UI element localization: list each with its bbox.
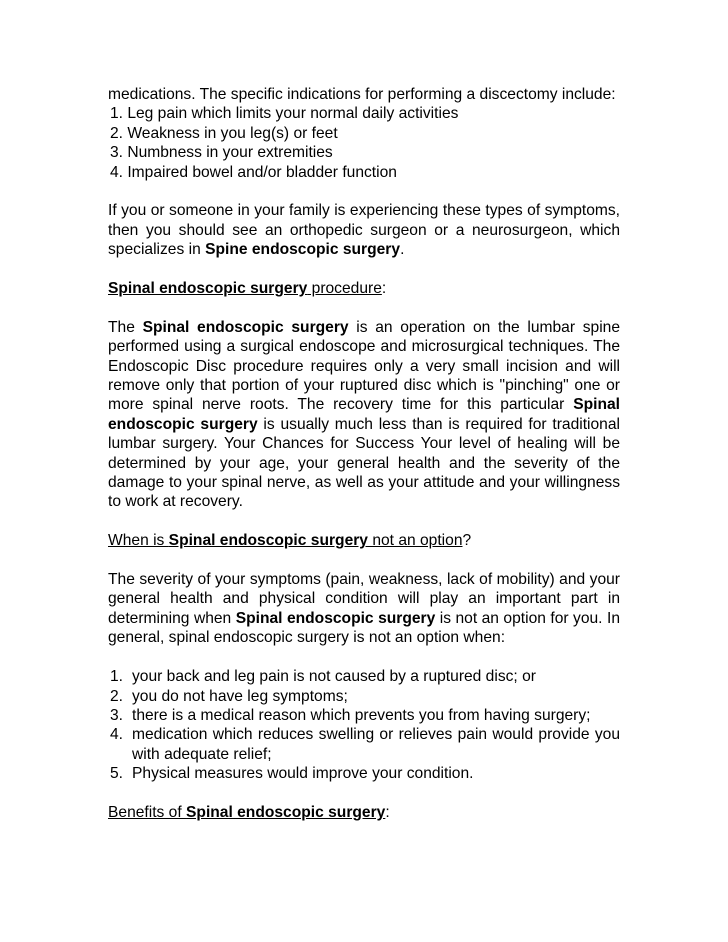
spacer bbox=[108, 551, 620, 570]
list-text: Physical measures would improve your condition. bbox=[132, 765, 474, 783]
spacer bbox=[108, 298, 620, 317]
list-item bbox=[108, 764, 620, 783]
list-item: 4. Impaired bowel and/or bladder function bbox=[110, 163, 397, 181]
heading-underlined bbox=[108, 804, 385, 821]
text-run: : bbox=[381, 280, 387, 298]
list-item bbox=[108, 706, 620, 725]
list-number: 3. bbox=[110, 706, 124, 724]
conditions-list bbox=[108, 667, 620, 783]
list-item bbox=[108, 725, 620, 764]
list-item: 2. Weakness in you leg(s) or feet bbox=[110, 124, 338, 142]
list-text: medication which reduces swelling or relieves pain would provide you with adequate relief; bbox=[132, 726, 620, 763]
spacer bbox=[108, 260, 620, 279]
text-run: If you or someone in your family is experiencing these types of symptoms, then you should see an orthopedic surgeon or a neurosurgeon, which specializes in bbox=[108, 202, 620, 259]
referral-paragraph bbox=[108, 201, 620, 259]
section-heading-procedure bbox=[108, 279, 620, 298]
bold-term: Spinal endoscopic surgery bbox=[142, 318, 349, 336]
list-text: there is a medical reason which prevents you from having surgery; bbox=[132, 706, 591, 724]
text-run: procedure bbox=[307, 280, 382, 298]
list-text: you do not have leg symptoms; bbox=[132, 687, 348, 705]
list-number: 4. bbox=[110, 726, 124, 744]
bold-term: Spinal endoscopic surgery bbox=[168, 532, 368, 550]
list-item bbox=[108, 667, 620, 686]
text-run: . bbox=[400, 241, 405, 259]
list-number: 2. bbox=[110, 687, 124, 705]
heading-underlined bbox=[108, 532, 463, 549]
spacer bbox=[108, 512, 620, 531]
list-item bbox=[108, 687, 620, 706]
text-run: is not an option for you. In general, spinal endoscopic surgery is not an option when: bbox=[108, 609, 620, 647]
bold-term: Spinal endoscopic surgery bbox=[108, 396, 620, 433]
section-heading-benefits bbox=[108, 803, 620, 822]
text-run: When is bbox=[108, 532, 169, 550]
bold-term: Spine endoscopic surgery bbox=[205, 241, 401, 259]
list-text: your back and leg pain is not caused by a ruptured disc; or bbox=[132, 668, 536, 686]
list-number: 1. bbox=[110, 668, 124, 686]
text-run: not an option bbox=[367, 532, 463, 550]
bold-term: Spinal endoscopic surgery bbox=[186, 803, 386, 821]
text-run: ? bbox=[462, 532, 472, 550]
list-item: 1. Leg pain which limits your normal daily activities bbox=[110, 105, 459, 123]
text-run: is an operation on the lumbar spine performed using a surgical endoscope and microsurgical techniques. The Endoscopic Disc procedure requires only a very small incision and will remove only that portion of your ruptured disc which is "pinching" one or more spinal nerve roots. The recovery time for this particular bbox=[108, 318, 621, 414]
procedure-paragraph bbox=[108, 318, 620, 512]
text-run: Benefits of bbox=[108, 803, 187, 821]
bold-term: Spinal endoscopic surgery bbox=[235, 609, 436, 627]
section-heading-option bbox=[108, 531, 620, 550]
list-item: 3. Numbness in your extremities bbox=[110, 144, 333, 162]
heading-underlined bbox=[108, 280, 382, 297]
text-run: : bbox=[385, 803, 390, 821]
document-body bbox=[108, 85, 620, 822]
intro-paragraph: medications. The specific indications for performing a discectomy include: bbox=[108, 86, 616, 103]
option-paragraph bbox=[108, 570, 620, 648]
text-run: The severity of your symptoms (pain, weakness, lack of mobility) and your general health and physical condition will play an important part in determining when bbox=[108, 571, 620, 627]
text-run: is usually much less than is required for traditional lumbar surgery. Your Chances for Success Your level of healing will be determined by your age, your general health and the severity of the damage to your spinal nerve, as well as your attitude and your willingness to work at recovery. bbox=[108, 415, 620, 511]
list-number: 5. bbox=[110, 765, 124, 783]
indications-list bbox=[108, 104, 620, 182]
text-run: The bbox=[108, 318, 143, 336]
bold-term: Spinal endoscopic surgery bbox=[108, 280, 308, 298]
spacer bbox=[108, 784, 620, 803]
spacer bbox=[108, 182, 620, 201]
spacer bbox=[108, 648, 620, 667]
